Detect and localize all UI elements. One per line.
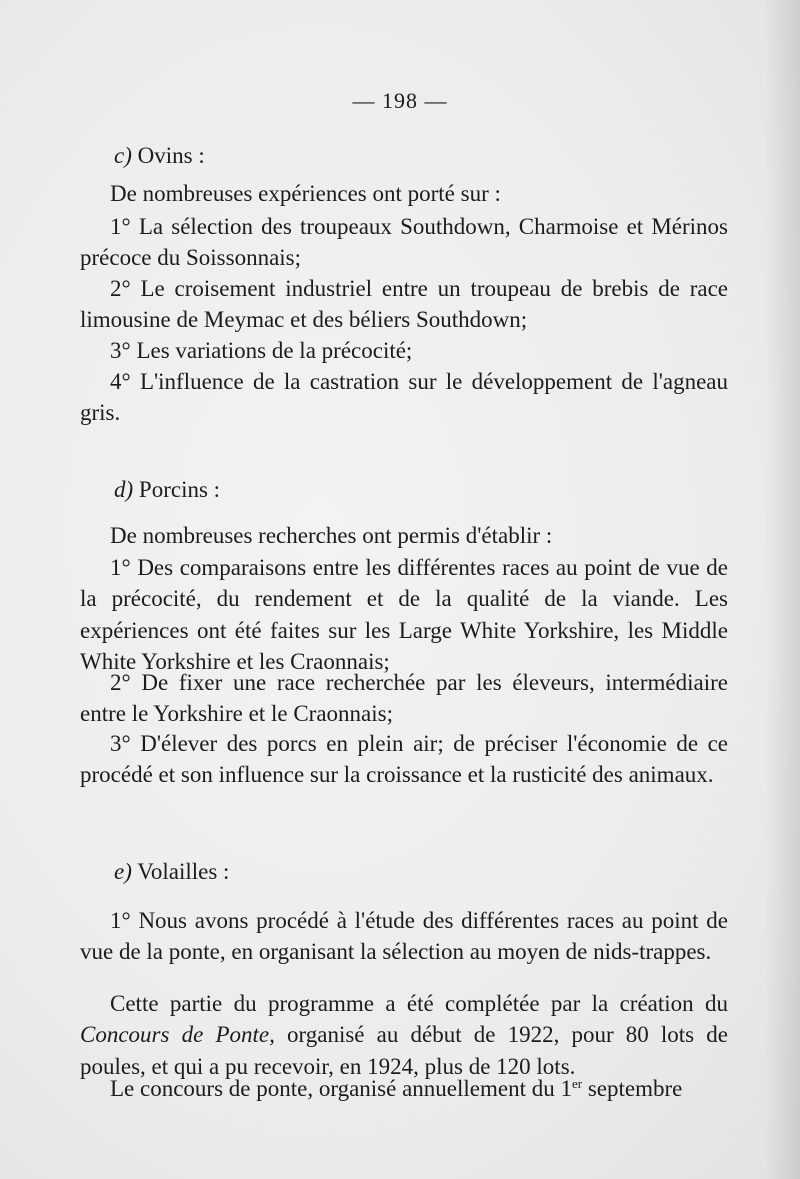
text-run: organisé au début de 1922, pour 80 lots de poules, et qui a pu recevoir, en 1924, plus de 120 lots. (80, 1022, 728, 1079)
section-title: Volailles : (137, 859, 230, 884)
page-edge-shadow (764, 0, 800, 1179)
paragraph-intro-ovins: De nombreuses expériences ont porté sur : (110, 181, 501, 206)
list-item: 4° L'influence de la castration sur le développement de l'agneau gris. (80, 369, 728, 426)
text-run: septembre (582, 1076, 683, 1101)
paragraph-intro-porcins: De nombreuses recherches ont permis d'établir : (110, 523, 553, 548)
section-title: Porcins : (138, 477, 221, 502)
list-item: 1° Nous avons procédé à l'étude des différentes races au point de vue de la ponte, en organisant la sélection au moyen de nids-trappes. (80, 908, 728, 965)
section-title: Ovins : (137, 143, 205, 168)
section-heading-porcins (114, 474, 714, 505)
text-run: Le concours de ponte, organisé annuellement du 1 (110, 1076, 572, 1101)
section-heading-ovins (114, 140, 714, 171)
section-label: c) (114, 143, 132, 168)
text-run: Cette partie du programme a été complétée par la création du (110, 991, 728, 1016)
list-item: 3° D'élever des porcs en plein air; de préciser l'économie de ce procédé et son influence sur la croissance et la rusticité des animaux. (80, 731, 728, 788)
superscript: er (572, 1076, 583, 1091)
section-label: d) (114, 477, 134, 502)
italic-title: Concours de Ponte, (80, 1022, 275, 1048)
paragraph-concours-annuel (80, 1068, 728, 1104)
section-label: e) (114, 859, 132, 884)
list-item: 2° De fixer une race recherchée par les éleveurs, intermédiaire entre le Yorkshire et le Craonnais; (80, 670, 728, 727)
section-heading-volailles (114, 856, 714, 887)
list-item: 1° Des comparaisons entre les différentes races au point de vue de la précocité, du rendement et de la qualité de la viande. Les expériences ont été faites sur les Large White Yorkshire, les Middle White Yorkshire et les Craonnais; (80, 555, 728, 674)
list-item: 1° La sélection des troupeaux Southdown, Charmoise et Mérinos précoce du Soissonnais; (80, 214, 728, 271)
list-item: 3° Les variations de la précocité; (110, 338, 413, 363)
page-number: — 198 — (352, 88, 448, 113)
list-item: 2° Le croisement industriel entre un troupeau de brebis de race limousine de Meymac et des béliers Southdown; (80, 276, 728, 333)
